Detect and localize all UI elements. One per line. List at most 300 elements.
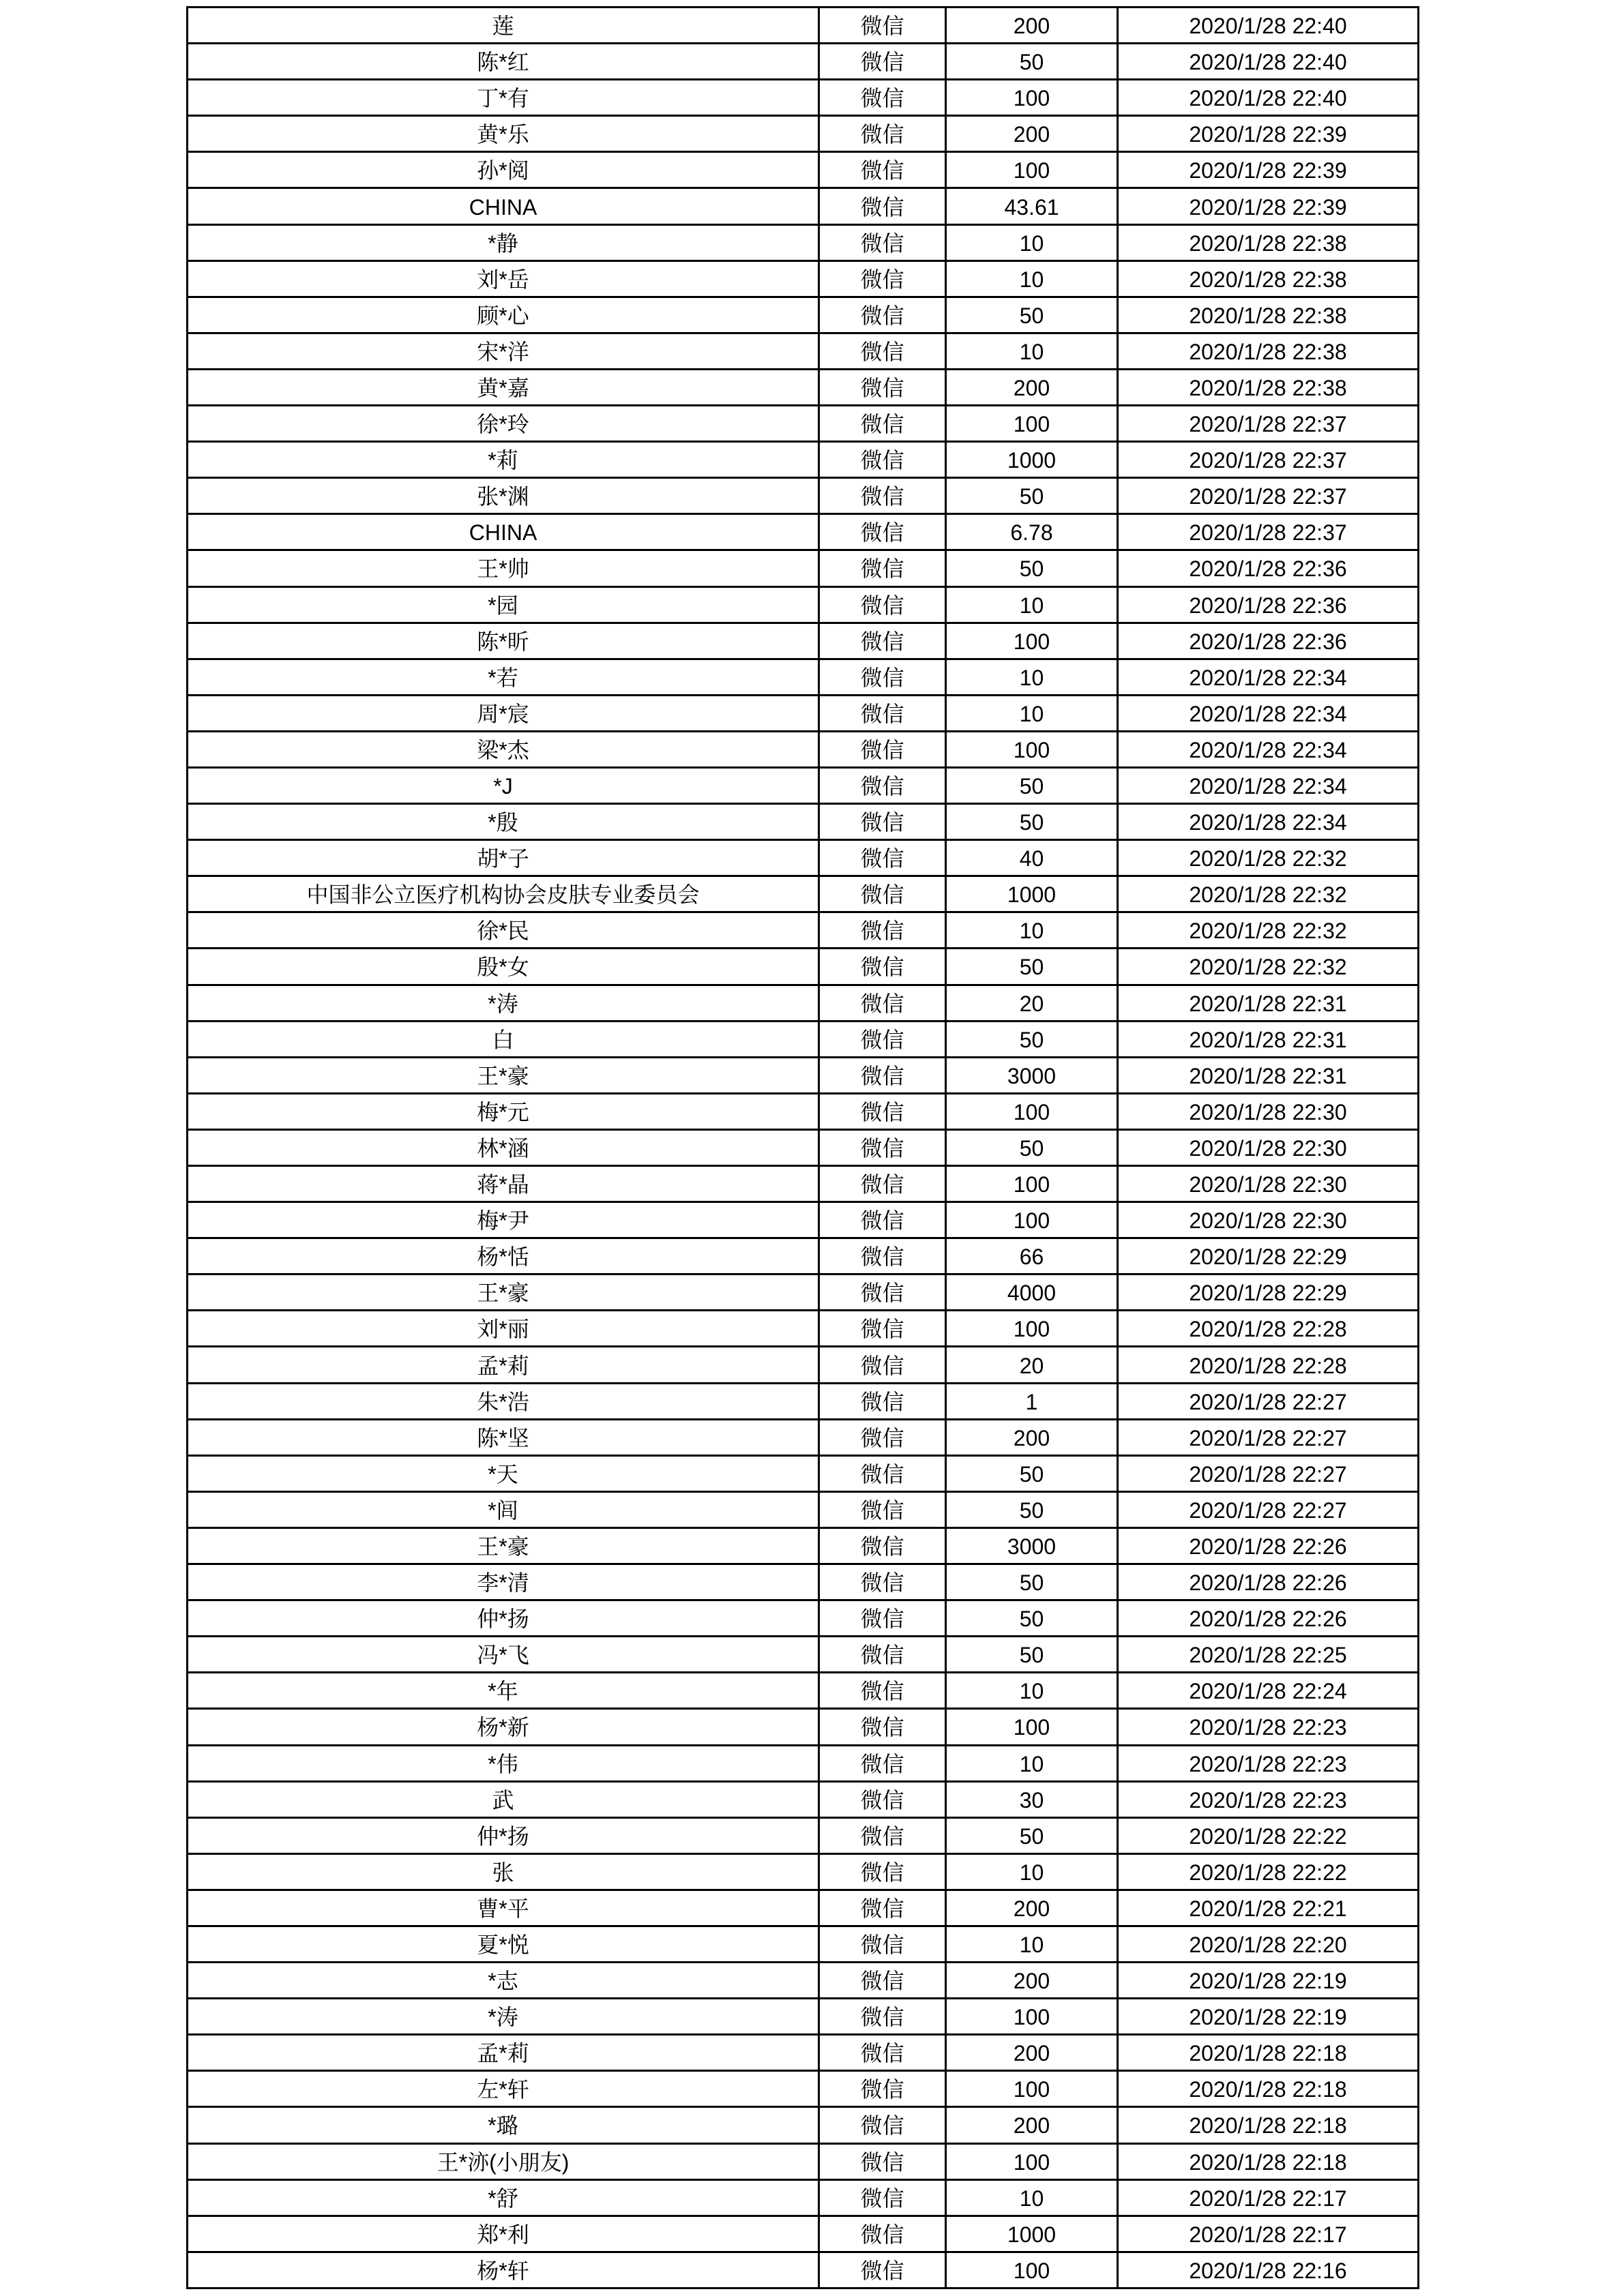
time-cell: 2020/1/28 22:18 (1119, 2108, 1419, 2144)
time-cell: 2020/1/28 22:30 (1119, 1203, 1419, 1239)
channel-cell: 微信 (820, 1347, 947, 1384)
channel-cell: 微信 (820, 1819, 947, 1855)
table-row (188, 226, 1419, 262)
time-cell: 2020/1/28 22:37 (1119, 515, 1419, 551)
time-cell: 2020/1/28 22:19 (1119, 1963, 1419, 1999)
channel-cell: 微信 (820, 1420, 947, 1457)
time-cell: 2020/1/28 22:26 (1119, 1529, 1419, 1565)
time-cell: 2020/1/28 22:22 (1119, 1855, 1419, 1891)
table-row (188, 1493, 1419, 1529)
donor-name-cell: 仲*扬 (188, 1601, 820, 1637)
channel-cell: 微信 (820, 805, 947, 841)
table-row (188, 1855, 1419, 1891)
channel-cell: 微信 (820, 1601, 947, 1637)
channel-cell: 微信 (820, 80, 947, 117)
amount-cell: 50 (947, 551, 1119, 587)
amount-cell: 10 (947, 913, 1119, 949)
amount-cell: 50 (947, 1637, 1119, 1673)
table-row (188, 8, 1419, 44)
time-cell: 2020/1/28 22:37 (1119, 406, 1419, 443)
donor-name-cell: *若 (188, 660, 820, 696)
time-cell: 2020/1/28 22:25 (1119, 1637, 1419, 1673)
table-row (188, 479, 1419, 515)
channel-cell: 微信 (820, 1457, 947, 1493)
channel-cell: 微信 (820, 1493, 947, 1529)
table-row (188, 949, 1419, 985)
time-cell: 2020/1/28 22:16 (1119, 2253, 1419, 2289)
table-row (188, 696, 1419, 732)
channel-cell: 微信 (820, 406, 947, 443)
donor-name-cell: 顾*心 (188, 298, 820, 334)
channel-cell: 微信 (820, 1058, 947, 1094)
time-cell: 2020/1/28 22:32 (1119, 841, 1419, 877)
channel-cell: 微信 (820, 624, 947, 660)
time-cell: 2020/1/28 22:40 (1119, 80, 1419, 117)
amount-cell: 10 (947, 588, 1119, 624)
time-cell: 2020/1/28 22:27 (1119, 1493, 1419, 1529)
channel-cell: 微信 (820, 1927, 947, 1963)
amount-cell: 20 (947, 986, 1119, 1022)
time-cell: 2020/1/28 22:37 (1119, 443, 1419, 479)
channel-cell: 微信 (820, 1637, 947, 1673)
donor-name-cell: 徐*民 (188, 913, 820, 949)
table-row (188, 551, 1419, 587)
table-row (188, 841, 1419, 877)
time-cell: 2020/1/28 22:36 (1119, 551, 1419, 587)
table-row (188, 262, 1419, 298)
channel-cell: 微信 (820, 660, 947, 696)
channel-cell: 微信 (820, 2108, 947, 2144)
donor-name-cell: 蒋*晶 (188, 1167, 820, 1203)
donor-name-cell: 王*洂(小朋友) (188, 2145, 820, 2181)
time-cell: 2020/1/28 22:32 (1119, 877, 1419, 913)
channel-cell: 微信 (820, 1710, 947, 1746)
time-cell: 2020/1/28 22:23 (1119, 1746, 1419, 1783)
amount-cell: 100 (947, 80, 1119, 117)
table-row (188, 2072, 1419, 2108)
amount-cell: 50 (947, 1131, 1119, 1167)
time-cell: 2020/1/28 22:23 (1119, 1783, 1419, 1819)
table-row (188, 1927, 1419, 1963)
table-row (188, 1311, 1419, 1347)
time-cell: 2020/1/28 22:38 (1119, 298, 1419, 334)
donor-name-cell: *J (188, 769, 820, 805)
donor-name-cell: 孙*阅 (188, 153, 820, 189)
channel-cell: 微信 (820, 1131, 947, 1167)
time-cell: 2020/1/28 22:34 (1119, 732, 1419, 769)
donor-name-cell: 陈*昕 (188, 624, 820, 660)
time-cell: 2020/1/28 22:20 (1119, 1927, 1419, 1963)
channel-cell: 微信 (820, 1565, 947, 1601)
donor-name-cell: *舒 (188, 2181, 820, 2217)
channel-cell: 微信 (820, 1746, 947, 1783)
donor-name-cell: 林*涵 (188, 1131, 820, 1167)
channel-cell: 微信 (820, 2217, 947, 2253)
table-row (188, 2253, 1419, 2289)
channel-cell: 微信 (820, 1999, 947, 2036)
time-cell: 2020/1/28 22:26 (1119, 1601, 1419, 1637)
time-cell: 2020/1/28 22:30 (1119, 1167, 1419, 1203)
time-cell: 2020/1/28 22:36 (1119, 588, 1419, 624)
channel-cell: 微信 (820, 1963, 947, 1999)
amount-cell: 10 (947, 660, 1119, 696)
donor-name-cell: 武 (188, 1783, 820, 1819)
donor-name-cell: 仲*扬 (188, 1819, 820, 1855)
donor-name-cell: *天 (188, 1457, 820, 1493)
donor-name-cell: *闾 (188, 1493, 820, 1529)
channel-cell: 微信 (820, 1203, 947, 1239)
table-row (188, 1783, 1419, 1819)
amount-cell: 200 (947, 8, 1119, 44)
amount-cell: 100 (947, 1311, 1119, 1347)
channel-cell: 微信 (820, 479, 947, 515)
time-cell: 2020/1/28 22:34 (1119, 769, 1419, 805)
donor-name-cell: 丁*有 (188, 80, 820, 117)
table-row (188, 805, 1419, 841)
time-cell: 2020/1/28 22:38 (1119, 334, 1419, 370)
time-cell: 2020/1/28 22:38 (1119, 262, 1419, 298)
amount-cell: 40 (947, 841, 1119, 877)
donor-name-cell: 梅*元 (188, 1094, 820, 1131)
table-row (188, 1131, 1419, 1167)
time-cell: 2020/1/28 22:29 (1119, 1239, 1419, 1275)
table-row (188, 298, 1419, 334)
table-row (188, 1167, 1419, 1203)
time-cell: 2020/1/28 22:24 (1119, 1673, 1419, 1710)
amount-cell: 10 (947, 262, 1119, 298)
donor-name-cell: 徐*玲 (188, 406, 820, 443)
amount-cell: 100 (947, 2145, 1119, 2181)
table-row (188, 406, 1419, 443)
channel-cell: 微信 (820, 262, 947, 298)
time-cell: 2020/1/28 22:37 (1119, 479, 1419, 515)
donor-name-cell: *莉 (188, 443, 820, 479)
time-cell: 2020/1/28 22:38 (1119, 370, 1419, 406)
channel-cell: 微信 (820, 696, 947, 732)
table-row (188, 1275, 1419, 1311)
amount-cell: 200 (947, 2036, 1119, 2072)
donor-name-cell: 黄*乐 (188, 117, 820, 153)
channel-cell: 微信 (820, 370, 947, 406)
table-row (188, 153, 1419, 189)
amount-cell: 10 (947, 1927, 1119, 1963)
time-cell: 2020/1/28 22:29 (1119, 1275, 1419, 1311)
channel-cell: 微信 (820, 189, 947, 225)
amount-cell: 50 (947, 1819, 1119, 1855)
amount-cell: 20 (947, 1347, 1119, 1384)
amount-cell: 10 (947, 1673, 1119, 1710)
donor-name-cell: 曹*平 (188, 1891, 820, 1927)
table-row (188, 660, 1419, 696)
amount-cell: 100 (947, 1999, 1119, 2036)
table-row (188, 1710, 1419, 1746)
channel-cell: 微信 (820, 1022, 947, 1058)
amount-cell: 10 (947, 1855, 1119, 1891)
donor-name-cell: 中国非公立医疗机构协会皮肤专业委员会 (188, 877, 820, 913)
amount-cell: 100 (947, 153, 1119, 189)
donor-name-cell: *园 (188, 588, 820, 624)
donor-name-cell: *殷 (188, 805, 820, 841)
table-row (188, 1963, 1419, 1999)
channel-cell: 微信 (820, 298, 947, 334)
time-cell: 2020/1/28 22:30 (1119, 1094, 1419, 1131)
amount-cell: 10 (947, 2181, 1119, 2217)
donor-name-cell: *伟 (188, 1746, 820, 1783)
table-row (188, 732, 1419, 769)
amount-cell: 50 (947, 298, 1119, 334)
time-cell: 2020/1/28 22:34 (1119, 805, 1419, 841)
time-cell: 2020/1/28 22:40 (1119, 44, 1419, 80)
amount-cell: 6.78 (947, 515, 1119, 551)
time-cell: 2020/1/28 22:31 (1119, 1058, 1419, 1094)
channel-cell: 微信 (820, 226, 947, 262)
table-row (188, 2108, 1419, 2144)
table-row (188, 515, 1419, 551)
donor-name-cell: 梅*尹 (188, 1203, 820, 1239)
table-row (188, 2036, 1419, 2072)
time-cell: 2020/1/28 22:30 (1119, 1131, 1419, 1167)
channel-cell: 微信 (820, 443, 947, 479)
table-row (188, 588, 1419, 624)
time-cell: 2020/1/28 22:27 (1119, 1420, 1419, 1457)
amount-cell: 1000 (947, 2217, 1119, 2253)
amount-cell: 100 (947, 1167, 1119, 1203)
time-cell: 2020/1/28 22:22 (1119, 1819, 1419, 1855)
table-row (188, 2145, 1419, 2181)
channel-cell: 微信 (820, 1167, 947, 1203)
time-cell: 2020/1/28 22:34 (1119, 660, 1419, 696)
donor-name-cell: 王*豪 (188, 1058, 820, 1094)
time-cell: 2020/1/28 22:31 (1119, 986, 1419, 1022)
donor-name-cell: 孟*莉 (188, 2036, 820, 2072)
time-cell: 2020/1/28 22:19 (1119, 1999, 1419, 2036)
amount-cell: 200 (947, 370, 1119, 406)
donor-name-cell: 夏*悦 (188, 1927, 820, 1963)
amount-cell: 30 (947, 1783, 1119, 1819)
donor-name-cell: *璐 (188, 2108, 820, 2144)
table-row (188, 117, 1419, 153)
table-row (188, 769, 1419, 805)
table-row (188, 2181, 1419, 2217)
table-row (188, 80, 1419, 117)
donor-name-cell: 周*宸 (188, 696, 820, 732)
channel-cell: 微信 (820, 1094, 947, 1131)
time-cell: 2020/1/28 22:23 (1119, 1710, 1419, 1746)
donor-name-cell: 王*豪 (188, 1529, 820, 1565)
time-cell: 2020/1/28 22:31 (1119, 1022, 1419, 1058)
amount-cell: 50 (947, 949, 1119, 985)
channel-cell: 微信 (820, 8, 947, 44)
donor-name-cell: 张 (188, 1855, 820, 1891)
time-cell: 2020/1/28 22:21 (1119, 1891, 1419, 1927)
channel-cell: 微信 (820, 949, 947, 985)
donor-name-cell: 左*轩 (188, 2072, 820, 2108)
donor-name-cell: CHINA (188, 515, 820, 551)
channel-cell: 微信 (820, 2036, 947, 2072)
donor-name-cell: 刘*丽 (188, 1311, 820, 1347)
time-cell: 2020/1/28 22:32 (1119, 949, 1419, 985)
amount-cell: 50 (947, 479, 1119, 515)
channel-cell: 微信 (820, 1783, 947, 1819)
table-row (188, 986, 1419, 1022)
table-row (188, 1891, 1419, 1927)
table-row (188, 1529, 1419, 1565)
donor-name-cell: 郑*利 (188, 2217, 820, 2253)
amount-cell: 1000 (947, 443, 1119, 479)
donor-name-cell: 杨*轩 (188, 2253, 820, 2289)
time-cell: 2020/1/28 22:17 (1119, 2217, 1419, 2253)
amount-cell: 50 (947, 769, 1119, 805)
channel-cell: 微信 (820, 153, 947, 189)
amount-cell: 100 (947, 406, 1119, 443)
amount-cell: 50 (947, 44, 1119, 80)
table-row (188, 1239, 1419, 1275)
time-cell: 2020/1/28 22:36 (1119, 624, 1419, 660)
amount-cell: 100 (947, 2072, 1119, 2108)
amount-cell: 3000 (947, 1529, 1119, 1565)
amount-cell: 100 (947, 1203, 1119, 1239)
donor-name-cell: 莲 (188, 8, 820, 44)
amount-cell: 4000 (947, 1275, 1119, 1311)
time-cell: 2020/1/28 22:17 (1119, 2181, 1419, 2217)
donor-name-cell: 胡*子 (188, 841, 820, 877)
donor-name-cell: 黄*嘉 (188, 370, 820, 406)
channel-cell: 微信 (820, 986, 947, 1022)
donor-name-cell: 刘*岳 (188, 262, 820, 298)
time-cell: 2020/1/28 22:27 (1119, 1457, 1419, 1493)
amount-cell: 200 (947, 2108, 1119, 2144)
amount-cell: 50 (947, 1457, 1119, 1493)
table-row (188, 1022, 1419, 1058)
table-row (188, 1347, 1419, 1384)
amount-cell: 50 (947, 1493, 1119, 1529)
channel-cell: 微信 (820, 2145, 947, 2181)
donor-name-cell: *涛 (188, 986, 820, 1022)
time-cell: 2020/1/28 22:39 (1119, 117, 1419, 153)
amount-cell: 10 (947, 334, 1119, 370)
channel-cell: 微信 (820, 1855, 947, 1891)
amount-cell: 10 (947, 696, 1119, 732)
table-row (188, 1999, 1419, 2036)
time-cell: 2020/1/28 22:38 (1119, 226, 1419, 262)
amount-cell: 50 (947, 1601, 1119, 1637)
channel-cell: 微信 (820, 2072, 947, 2108)
table-row (188, 1673, 1419, 1710)
table-row (188, 44, 1419, 80)
table-row (188, 1420, 1419, 1457)
table-row (188, 1601, 1419, 1637)
channel-cell: 微信 (820, 769, 947, 805)
donor-name-cell: 王*帅 (188, 551, 820, 587)
channel-cell: 微信 (820, 551, 947, 587)
amount-cell: 50 (947, 1022, 1119, 1058)
amount-cell: 50 (947, 805, 1119, 841)
channel-cell: 微信 (820, 44, 947, 80)
table-row (188, 1637, 1419, 1673)
channel-cell: 微信 (820, 117, 947, 153)
table-row (188, 1058, 1419, 1094)
time-cell: 2020/1/28 22:28 (1119, 1347, 1419, 1384)
table-row (188, 624, 1419, 660)
table-row (188, 913, 1419, 949)
table-row (188, 1457, 1419, 1493)
donor-name-cell: *静 (188, 226, 820, 262)
donor-name-cell: 冯*飞 (188, 1637, 820, 1673)
time-cell: 2020/1/28 22:32 (1119, 913, 1419, 949)
amount-cell: 100 (947, 1710, 1119, 1746)
amount-cell: 100 (947, 732, 1119, 769)
table-row (188, 877, 1419, 913)
amount-cell: 50 (947, 1565, 1119, 1601)
channel-cell: 微信 (820, 2181, 947, 2217)
amount-cell: 3000 (947, 1058, 1119, 1094)
amount-cell: 66 (947, 1239, 1119, 1275)
donor-name-cell: 朱*浩 (188, 1384, 820, 1420)
amount-cell: 1 (947, 1384, 1119, 1420)
channel-cell: 微信 (820, 2253, 947, 2289)
time-cell: 2020/1/28 22:18 (1119, 2036, 1419, 2072)
donor-name-cell: 宋*洋 (188, 334, 820, 370)
channel-cell: 微信 (820, 913, 947, 949)
channel-cell: 微信 (820, 515, 947, 551)
amount-cell: 100 (947, 2253, 1119, 2289)
channel-cell: 微信 (820, 1529, 947, 1565)
channel-cell: 微信 (820, 1384, 947, 1420)
table-row (188, 1203, 1419, 1239)
time-cell: 2020/1/28 22:39 (1119, 189, 1419, 225)
donor-name-cell: *志 (188, 1963, 820, 1999)
table-row (188, 1565, 1419, 1601)
donor-name-cell: CHINA (188, 189, 820, 225)
channel-cell: 微信 (820, 732, 947, 769)
channel-cell: 微信 (820, 1275, 947, 1311)
time-cell: 2020/1/28 22:28 (1119, 1311, 1419, 1347)
table-row (188, 1384, 1419, 1420)
amount-cell: 200 (947, 1963, 1119, 1999)
donor-name-cell: 杨*恬 (188, 1239, 820, 1275)
donor-name-cell: 杨*新 (188, 1710, 820, 1746)
donor-name-cell: 王*豪 (188, 1275, 820, 1311)
amount-cell: 1000 (947, 877, 1119, 913)
donor-name-cell: 张*渊 (188, 479, 820, 515)
donor-name-cell: 孟*莉 (188, 1347, 820, 1384)
donor-name-cell: *涛 (188, 1999, 820, 2036)
channel-cell: 微信 (820, 877, 947, 913)
channel-cell: 微信 (820, 334, 947, 370)
time-cell: 2020/1/28 22:34 (1119, 696, 1419, 732)
donor-name-cell: 李*清 (188, 1565, 820, 1601)
amount-cell: 200 (947, 1420, 1119, 1457)
time-cell: 2020/1/28 22:26 (1119, 1565, 1419, 1601)
table-row (188, 370, 1419, 406)
time-cell: 2020/1/28 22:27 (1119, 1384, 1419, 1420)
time-cell: 2020/1/28 22:18 (1119, 2072, 1419, 2108)
donor-name-cell: *年 (188, 1673, 820, 1710)
amount-cell: 100 (947, 624, 1119, 660)
donor-name-cell: 陈*红 (188, 44, 820, 80)
table-row (188, 1746, 1419, 1783)
time-cell: 2020/1/28 22:39 (1119, 153, 1419, 189)
table-row (188, 2217, 1419, 2253)
amount-cell: 43.61 (947, 189, 1119, 225)
time-cell: 2020/1/28 22:40 (1119, 8, 1419, 44)
channel-cell: 微信 (820, 841, 947, 877)
channel-cell: 微信 (820, 1673, 947, 1710)
donation-table (186, 6, 1419, 2289)
table-row (188, 443, 1419, 479)
channel-cell: 微信 (820, 1311, 947, 1347)
amount-cell: 10 (947, 1746, 1119, 1783)
